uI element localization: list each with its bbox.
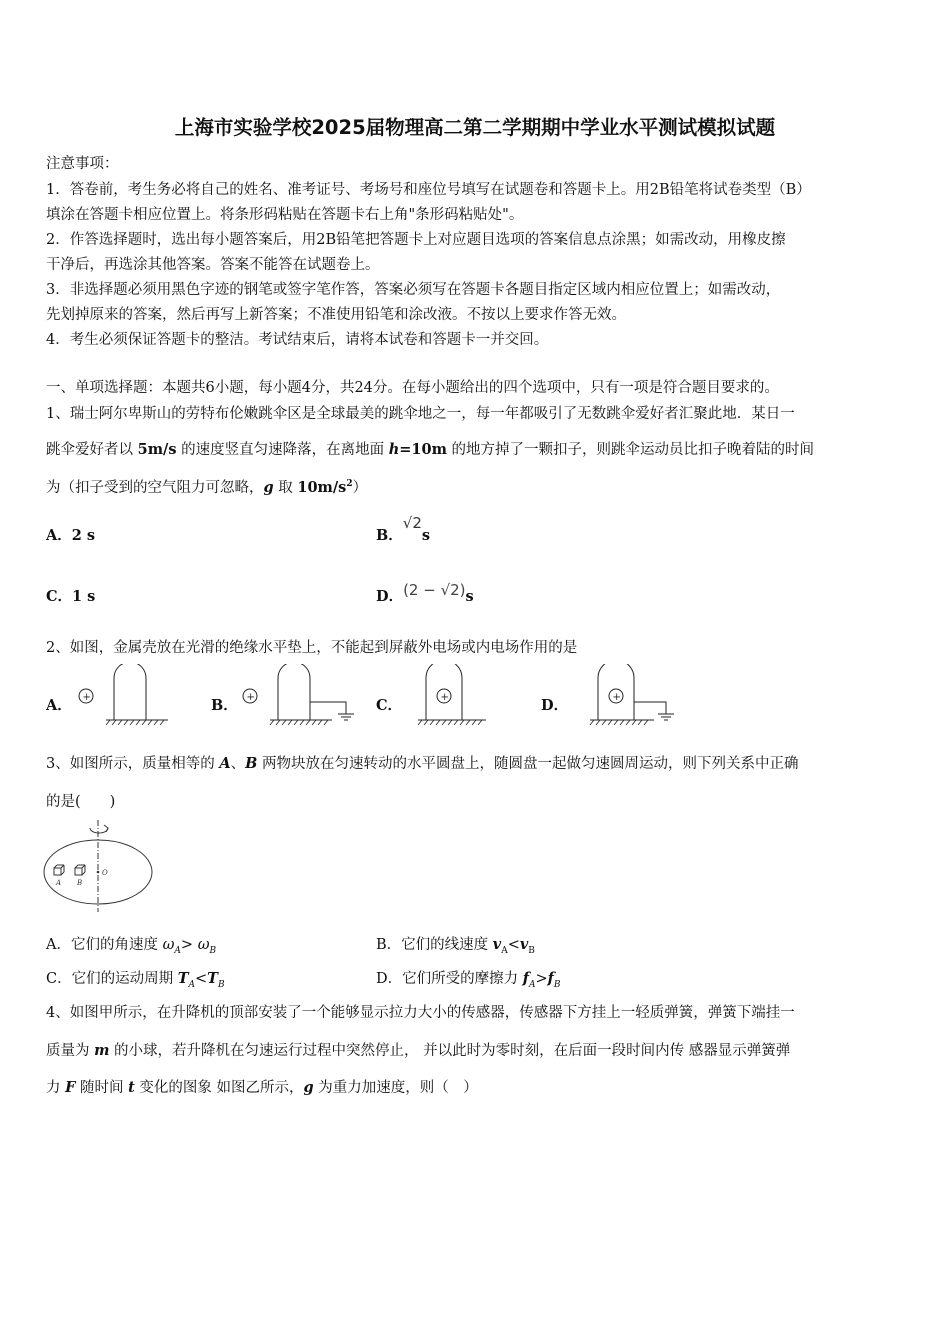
- q3-stem-line1: 3、如图所示，质量相等的 A、B 两物块放在匀速转动的水平圆盘上，随圆盘一起做匀速圆周运动，则下列关系中正确: [46, 755, 799, 772]
- q3-option-d[interactable]: D．它们所受的摩擦力 $f_A>f_B$: [376, 970, 561, 990]
- plus-sign: +: [612, 692, 621, 703]
- fig-label-o: O: [102, 869, 108, 877]
- q1-option-d[interactable]: D．(2 − √2)s: [376, 581, 474, 605]
- notice-line: 先划掉原来的答案，然后再写上新答案；不准使用铅笔和涂改液。不按以上要求作答无效。: [46, 307, 626, 323]
- q3-option-c[interactable]: C．它们的运动周期 $T_A<T_B$: [46, 970, 225, 990]
- notice-line: 干净后，再选涂其他答案。答案不能答在试题卷上。: [46, 257, 380, 273]
- q1-option-c[interactable]: C．1 s: [46, 588, 96, 605]
- q4-stem-line1: 4、如图甲所示，在升降机的顶部安装了一个能够显示拉力大小的传感器，传感器下方挂上一轻质弹簧，弹簧下端挂一: [46, 1005, 795, 1021]
- notice-line: 2．作答选择题时，选出每小题答案后，用2B铅笔把答题卡上对应题目选项的答案信息点涂黑；如需改动，用橡皮擦: [46, 232, 786, 248]
- notice-line: 4．考生必须保证答题卡的整洁。考试结束后，请将本试卷和答题卡一并交回。: [46, 332, 549, 348]
- notice-line: 填涂在答题卡相应位置上。将条形码粘贴在答题卡右上角"条形码粘贴处"。: [46, 207, 524, 223]
- q4-stem-line2: 质量为 m 的小球，若升降机在匀速运行过程中突然停止， 并以此时为零时刻，在后面一段时间内传 感器显示弹簧弹: [46, 1042, 791, 1059]
- notice-heading: 注意事项：: [46, 156, 119, 172]
- q1-stem-line2: 跳伞爱好者以 5m/s 的速度竖直匀速降落，在离地面 h=10m 的地方掉了一颗扣子，则跳伞运动员比扣子晚着陆的时间: [46, 441, 815, 458]
- q3-stem-line2: 的是( ): [46, 794, 116, 810]
- q2-option-b-label[interactable]: B．: [211, 697, 238, 714]
- q1-option-a[interactable]: A．2 s: [46, 527, 96, 544]
- section-heading: 一、单项选择题：本题共6小题，每小题4分，共24分。在每小题给出的四个选项中，只有一项是符合题目要求的。: [46, 380, 779, 396]
- plus-sign: +: [82, 692, 91, 703]
- q3-option-a[interactable]: A．它们的角速度 $\omega_A> \omega_B$: [46, 937, 217, 956]
- q4-stem-line3: 力 F 随时间 t 变化的图象 如图乙所示，g 为重力加速度，则（ ）: [46, 1079, 478, 1096]
- notice-line: 3．非选择题必须用黑色字迹的钢笔或签字笔作答，答案必须写在答题卡各题目指定区域内相应位置上；如需改动，: [46, 282, 781, 298]
- q2-figure-a[interactable]: [70, 664, 170, 726]
- plus-sign: +: [440, 692, 449, 703]
- q3-option-b[interactable]: B．它们的线速度 $v_A<v_B$: [376, 936, 535, 956]
- plus-sign: +: [246, 692, 255, 703]
- q2-figure-b[interactable]: [234, 664, 359, 726]
- page-title: 上海市实验学校2025届物理高二第二学期期中学业水平测试模拟试题: [174, 116, 776, 139]
- q2-option-c-label[interactable]: C．: [376, 697, 403, 714]
- notice-line: 1．答卷前，考生务必将自己的姓名、准考证号、考场号和座位号填写在试题卷和答题卡上。用2B铅笔将试卷类型（B）: [46, 182, 811, 198]
- fig-label-a: A: [56, 879, 62, 887]
- q1-stem-line1: 1、瑞士阿尔卑斯山的劳特布伦嫩跳伞区是全球最美的跳伞地之一，每一年都吸引了无数跳伞爱好者汇聚此地．某日一: [46, 406, 795, 422]
- q2-option-a-label[interactable]: A．: [46, 697, 72, 714]
- q3-figure-turntable: [40, 818, 158, 914]
- q2-figure-c[interactable]: [404, 664, 494, 726]
- q2-figure-d[interactable]: [576, 664, 686, 726]
- q2-stem: 2、如图，金属壳放在光滑的绝缘水平垫上，不能起到屏蔽外电场或内电场作用的是: [46, 640, 578, 656]
- q1-stem-line3: 为（扣子受到的空气阻力可忽略，g 取 $10m/s^2$）: [46, 479, 368, 496]
- fig-label-b: B: [77, 879, 83, 887]
- q1-option-b[interactable]: B．√2s: [376, 514, 431, 544]
- q2-option-d-label[interactable]: D．: [541, 697, 569, 714]
